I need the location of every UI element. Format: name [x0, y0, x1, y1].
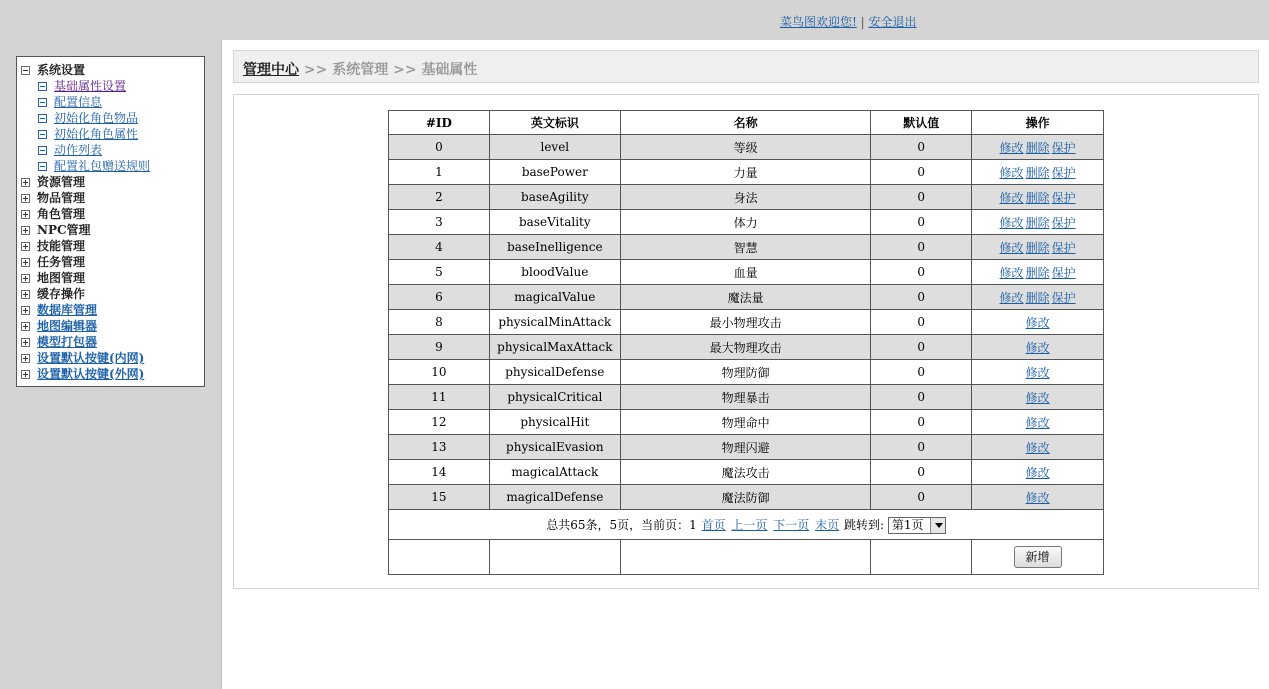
nav-tree: [16, 56, 205, 387]
edit-link[interactable]: 修改: [1025, 390, 1050, 405]
add-button[interactable]: 新增: [1014, 546, 1062, 568]
cell-id: 5: [389, 260, 490, 285]
cell-name: 物理闪避: [620, 435, 871, 460]
user-links: [780, 13, 917, 30]
delete-link[interactable]: 删除: [1025, 165, 1050, 180]
page-jump-select[interactable]: [888, 517, 946, 534]
cell-actions: [972, 310, 1104, 335]
expand-icon[interactable]: [21, 194, 30, 203]
pager-prev-link[interactable]: 上一页: [731, 517, 768, 532]
edit-link[interactable]: 修改: [999, 265, 1024, 280]
cell-name: 体力: [620, 210, 871, 235]
nav-node[interactable]: [21, 206, 204, 222]
expand-icon[interactable]: [21, 274, 30, 283]
cell-name: 血量: [620, 260, 871, 285]
nav-child-link[interactable]: 配置礼包赠送规则: [54, 159, 151, 173]
footer-cell: [972, 540, 1104, 575]
cell-id: 8: [389, 310, 490, 335]
cell-actions: [972, 360, 1104, 385]
cell-id: 2: [389, 185, 490, 210]
table-row: [389, 485, 1104, 510]
nav-child-item[interactable]: [21, 142, 204, 158]
edit-link[interactable]: 修改: [999, 240, 1024, 255]
cell-actions: [972, 285, 1104, 310]
cell-id: 12: [389, 410, 490, 435]
sidebar: [0, 40, 222, 689]
cell-actions: [972, 260, 1104, 285]
nav-node-label[interactable]: 设置默认按键(内网): [37, 351, 145, 365]
nav-node[interactable]: [21, 334, 204, 350]
protect-link[interactable]: 保护: [1051, 240, 1076, 255]
nav-node[interactable]: [21, 318, 204, 334]
cell-actions: [972, 185, 1104, 210]
nav-node-label[interactable]: 地图编辑器: [37, 319, 98, 333]
nav-node[interactable]: [21, 190, 204, 206]
cell-default: 0: [871, 260, 972, 285]
nav-node[interactable]: [21, 254, 204, 270]
table-body: [389, 135, 1104, 510]
nav-node-label[interactable]: 设置默认按键(外网): [37, 367, 145, 381]
expand-icon[interactable]: [21, 226, 30, 235]
leaf-icon: [38, 98, 47, 107]
column-header-actions: 操作: [972, 111, 1104, 135]
cell-actions: [972, 410, 1104, 435]
pager-jump-label: 跳转到:: [843, 517, 884, 532]
cell-actions: [972, 385, 1104, 410]
pager-first-link[interactable]: 首页: [701, 517, 726, 532]
footer-cell: [389, 540, 490, 575]
cell-key: physicalCritical: [489, 385, 620, 410]
nav-node-label[interactable]: 角色管理: [37, 207, 86, 221]
nav-child-link[interactable]: 动作列表: [54, 143, 103, 157]
cell-key: physicalHit: [489, 410, 620, 435]
table-row: [389, 210, 1104, 235]
chevron-down-icon[interactable]: [930, 518, 945, 533]
delete-link[interactable]: 删除: [1025, 240, 1050, 255]
cell-id: 4: [389, 235, 490, 260]
cell-id: 6: [389, 285, 490, 310]
delete-link[interactable]: 删除: [1025, 290, 1050, 305]
pager: [546, 518, 946, 532]
table-row: [389, 160, 1104, 185]
leaf-icon: [38, 114, 47, 123]
protect-link[interactable]: 保护: [1051, 165, 1076, 180]
cell-id: 1: [389, 160, 490, 185]
cell-default: 0: [871, 135, 972, 160]
cell-name: 物理防御: [620, 360, 871, 385]
protect-link[interactable]: 保护: [1051, 290, 1076, 305]
nav-node[interactable]: [21, 238, 204, 254]
cell-name: 物理命中: [620, 410, 871, 435]
cell-key: magicalAttack: [489, 460, 620, 485]
column-header-key: 英文标识: [489, 111, 620, 135]
edit-link[interactable]: 修改: [999, 190, 1024, 205]
nav-node[interactable]: [21, 350, 204, 366]
nav-child-link[interactable]: 配置信息: [54, 95, 103, 109]
pager-next-link[interactable]: 下一页: [773, 517, 810, 532]
cell-name: 魔法防御: [620, 485, 871, 510]
table-row: [389, 185, 1104, 210]
expand-icon[interactable]: [21, 322, 30, 331]
leaf-icon: [38, 146, 47, 155]
cell-key: magicalValue: [489, 285, 620, 310]
edit-link[interactable]: 修改: [1025, 490, 1050, 505]
cell-key: baseInelligence: [489, 235, 620, 260]
cell-name: 最大物理攻击: [620, 335, 871, 360]
nav-node-label[interactable]: 地图管理: [37, 271, 86, 285]
cell-default: 0: [871, 235, 972, 260]
nav-node[interactable]: [21, 302, 204, 318]
cell-id: 0: [389, 135, 490, 160]
cell-default: 0: [871, 435, 972, 460]
top-bar: [0, 0, 1269, 40]
expand-icon[interactable]: [21, 290, 30, 299]
column-header-name: 名称: [620, 111, 871, 135]
welcome-link[interactable]: 菜鸟图欢迎您!: [780, 15, 857, 29]
cell-actions: [972, 460, 1104, 485]
table-row: [389, 285, 1104, 310]
nav-child-item[interactable]: [21, 126, 204, 142]
expand-icon[interactable]: [21, 338, 30, 347]
cell-key: physicalDefense: [489, 360, 620, 385]
edit-link[interactable]: 修改: [1025, 440, 1050, 455]
cell-actions: [972, 485, 1104, 510]
nav-child-link[interactable]: 初始化角色属性: [54, 127, 139, 141]
cell-actions: [972, 435, 1104, 460]
pager-row: [389, 510, 1104, 540]
cell-actions: [972, 160, 1104, 185]
cell-default: 0: [871, 410, 972, 435]
breadcrumb-separator: >>: [299, 62, 333, 78]
nav-node-label[interactable]: 任务管理: [37, 255, 86, 269]
delete-link[interactable]: 删除: [1025, 215, 1050, 230]
footer-cell: [620, 540, 871, 575]
expand-icon[interactable]: [21, 242, 30, 251]
pager-summary: 总共65条，5页，当前页：1: [546, 517, 697, 532]
protect-link[interactable]: 保护: [1051, 140, 1076, 155]
expand-icon[interactable]: [21, 354, 30, 363]
nav-node-label[interactable]: NPC管理: [37, 223, 91, 237]
page-jump-value: 第1页: [891, 517, 924, 532]
table-row: [389, 135, 1104, 160]
nav-child-item[interactable]: [21, 158, 204, 174]
nav-node-label[interactable]: 数据库管理: [37, 303, 98, 317]
table-row: [389, 310, 1104, 335]
nav-child-item[interactable]: [21, 78, 204, 94]
expand-icon[interactable]: [21, 370, 30, 379]
cell-key: baseAgility: [489, 185, 620, 210]
edit-link[interactable]: 修改: [1025, 340, 1050, 355]
table-row: [389, 460, 1104, 485]
nav-child-item[interactable]: [21, 94, 204, 110]
cell-id: 13: [389, 435, 490, 460]
breadcrumb-home[interactable]: 管理中心: [243, 62, 299, 78]
cell-key: physicalMaxAttack: [489, 335, 620, 360]
expand-icon[interactable]: [21, 306, 30, 315]
edit-link[interactable]: 修改: [999, 165, 1024, 180]
cell-name: 等级: [620, 135, 871, 160]
nav-node-label[interactable]: 资源管理: [37, 175, 86, 189]
cell-actions: [972, 235, 1104, 260]
cell-default: 0: [871, 160, 972, 185]
nav-node[interactable]: [21, 62, 204, 78]
leaf-icon: [38, 130, 47, 139]
cell-name: 魔法量: [620, 285, 871, 310]
breadcrumb-separator: >>: [388, 62, 422, 78]
nav-node-label[interactable]: 模型打包器: [37, 335, 98, 349]
delete-link[interactable]: 删除: [1025, 140, 1050, 155]
nav-node-label[interactable]: 系统设置: [37, 63, 86, 77]
cell-name: 身法: [620, 185, 871, 210]
cell-actions: [972, 210, 1104, 235]
collapse-icon[interactable]: [21, 66, 30, 75]
cell-key: physicalMinAttack: [489, 310, 620, 335]
header-separator: |: [860, 15, 865, 29]
cell-default: 0: [871, 210, 972, 235]
nav-node[interactable]: [21, 366, 204, 382]
cell-default: 0: [871, 385, 972, 410]
cell-key: magicalDefense: [489, 485, 620, 510]
cell-name: 物理暴击: [620, 385, 871, 410]
breadcrumb: [233, 50, 1259, 83]
cell-key: bloodValue: [489, 260, 620, 285]
table-row: [389, 260, 1104, 285]
cell-name: 最小物理攻击: [620, 310, 871, 335]
expand-icon[interactable]: [21, 258, 30, 267]
nav-child-item[interactable]: [21, 110, 204, 126]
cell-default: 0: [871, 460, 972, 485]
cell-default: 0: [871, 285, 972, 310]
breadcrumb-current: 基础属性: [421, 62, 478, 78]
table-row: [389, 410, 1104, 435]
cell-id: 14: [389, 460, 490, 485]
edit-link[interactable]: 修改: [999, 290, 1024, 305]
cell-id: 10: [389, 360, 490, 385]
column-header-id: #ID: [389, 111, 490, 135]
nav-child-link[interactable]: 基础属性设置: [54, 79, 127, 93]
nav-child-link[interactable]: 初始化角色物品: [54, 111, 139, 125]
footer-row: [389, 540, 1104, 575]
edit-link[interactable]: 修改: [1025, 365, 1050, 380]
nav-node[interactable]: [21, 286, 204, 302]
table-header-row: [389, 111, 1104, 135]
cell-id: 15: [389, 485, 490, 510]
edit-link[interactable]: 修改: [999, 215, 1024, 230]
column-header-default: 默认值: [871, 111, 972, 135]
attributes-table: [388, 110, 1104, 575]
cell-key: level: [489, 135, 620, 160]
pager-cell: [389, 510, 1104, 540]
footer-cell: [871, 540, 972, 575]
logout-link[interactable]: 安全退出: [868, 15, 917, 29]
nav-node[interactable]: [21, 174, 204, 190]
cell-default: 0: [871, 185, 972, 210]
protect-link[interactable]: 保护: [1051, 190, 1076, 205]
cell-id: 11: [389, 385, 490, 410]
delete-link[interactable]: 删除: [1025, 190, 1050, 205]
table-row: [389, 435, 1104, 460]
cell-key: baseVitality: [489, 210, 620, 235]
edit-link[interactable]: 修改: [1025, 415, 1050, 430]
cell-name: 智慧: [620, 235, 871, 260]
protect-link[interactable]: 保护: [1051, 215, 1076, 230]
nav-node-label[interactable]: 物品管理: [37, 191, 86, 205]
cell-default: 0: [871, 310, 972, 335]
protect-link[interactable]: 保护: [1051, 265, 1076, 280]
nav-node-label[interactable]: 技能管理: [37, 239, 86, 253]
cell-id: 9: [389, 335, 490, 360]
table-row: [389, 235, 1104, 260]
footer-cell: [489, 540, 620, 575]
nav-node[interactable]: [21, 222, 204, 238]
cell-name: 魔法攻击: [620, 460, 871, 485]
leaf-icon: [38, 162, 47, 171]
leaf-icon: [38, 82, 47, 91]
cell-id: 3: [389, 210, 490, 235]
cell-key: basePower: [489, 160, 620, 185]
delete-link[interactable]: 删除: [1025, 265, 1050, 280]
cell-default: 0: [871, 360, 972, 385]
cell-default: 0: [871, 335, 972, 360]
cell-actions: [972, 335, 1104, 360]
table-row: [389, 385, 1104, 410]
expand-icon[interactable]: [21, 178, 30, 187]
table-row: [389, 335, 1104, 360]
expand-icon[interactable]: [21, 210, 30, 219]
cell-actions: [972, 135, 1104, 160]
breadcrumb-section: 系统管理: [332, 62, 389, 78]
cell-key: physicalEvasion: [489, 435, 620, 460]
nav-node[interactable]: [21, 270, 204, 286]
edit-link[interactable]: 修改: [999, 140, 1024, 155]
cell-name: 力量: [620, 160, 871, 185]
table-row: [389, 360, 1104, 385]
edit-link[interactable]: 修改: [1025, 315, 1050, 330]
pager-last-link[interactable]: 末页: [815, 517, 840, 532]
edit-link[interactable]: 修改: [1025, 465, 1050, 480]
cell-default: 0: [871, 485, 972, 510]
nav-node-label[interactable]: 缓存操作: [37, 287, 86, 301]
